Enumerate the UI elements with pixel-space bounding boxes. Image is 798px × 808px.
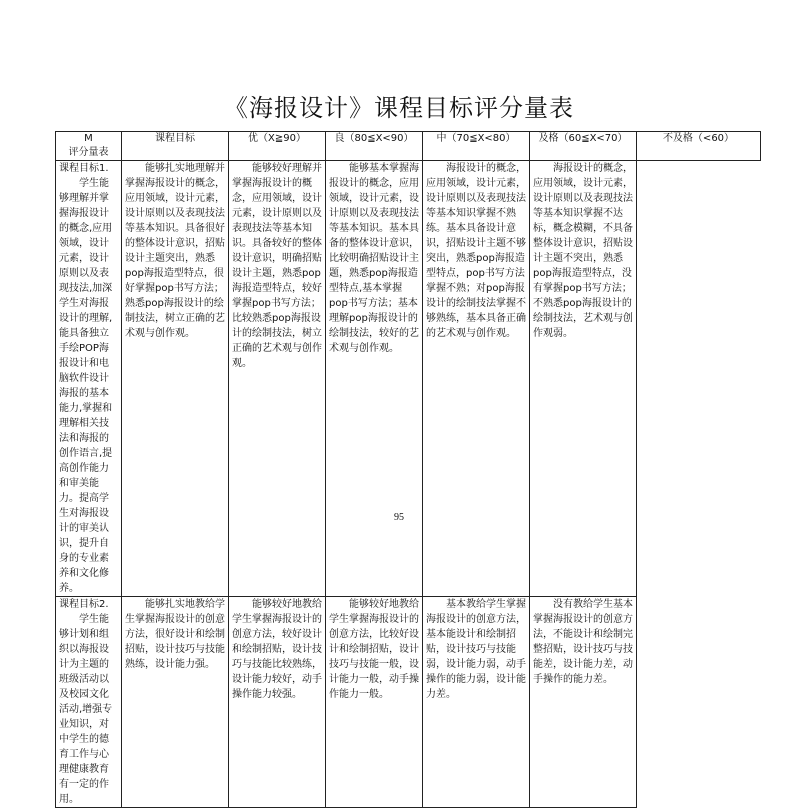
column-header: 优（X≧90） [229,132,326,161]
table-row [56,597,761,808]
column-header: 及格（60≦X<70） [530,132,637,161]
criteria-medium: 能够较好地教给学生掌握海报设计的创意方法，比较好设计和绘制招贴，设计技巧与技能一般，设计能力一般，动手操作能力一般。 [326,597,423,808]
row-header-label: 评分量表 [68,147,109,158]
criteria-excellent: 能够扎实地教给学生掌握海报设计的创意方法，很好设计和绘制招贴，设计技巧与技能熟练，设计能力强。 [122,597,229,808]
criteria-good: 能够较好理解并掌握海报设计的概念，应用领域，设计元素，设计原则以及表现技法等基本知识。具备较好的整体设计意识，明确招贴设计主题，熟悉pop海报造型特点，较好掌握pop书写方法；比较熟悉pop海报设计的绘制技法，树立正确的艺术观与创作观。 [229,161,326,597]
criteria-fail: 没有教给学生基本掌握海报设计的创意方法，不能设计和绘制完整招贴，设计技巧与技能差，设计能力差，动手操作的能力差。 [530,597,637,808]
column-header: 良（80≦X<90） [326,132,423,161]
goal-body: 学生能够理解并掌握海报设计的概念,应用领域，设计元素，设计原则以及表现技法,加深学生对海报设计的理解,能具备独立手绘POP海报设计和电脑软件设计海报的基本能力,掌握和理解相关技法和海报的创作语言,提高创作能力和审美能力。提高学生对海报设计的审美认识，提升自身的专业素养和文化修养。 [59,178,113,594]
goal-cell [56,161,122,597]
criteria-pass: 基本教给学生掌握海报设计的创意方法，基本能设计和绘制招贴，设计技巧与技能弱，设计能力弱，动手操作的能力弱，设计能力差。 [423,597,530,808]
criteria-good: 能够较好地教给学生掌握海报设计的创意方法，较好设计和绘制招贴，设计技巧与技能比较熟练，设计能力较好，动手操作能力较强。 [229,597,326,808]
column-header: 中（70≦X<80） [423,132,530,161]
goal-body: 学生能够计划和组织以海报设计为主题的班级活动以及校园文化活动,增强专业知识，对中学生的德育工作与心理健康教育有一定的作用。 [59,614,113,805]
goal-title: 课程目标1. [59,163,109,174]
criteria-excellent: 能够扎实地理解并掌握海报设计的概念，应用领域，设计元素，设计原则以及表现技法等基本知识。具备很好的整体设计意识，招贴设计主题突出，熟悉pop海报造型特点，很好掌握pop书写方法；熟悉pop海报设计的绘制技法，树立正确的艺术观与创作观。 [122,161,229,597]
page-title: 《海报设计》课程目标评分量表 [224,94,574,122]
page-number: 95 [394,512,404,523]
criteria-medium: 能够基本掌握海报设计的概念，应用领域，设计元素，设计原则以及表现技法等基本知识。基本具备的整体设计意识，比较明确招贴设计主题，熟悉pop海报造型特点,基本掌握pop书写方法；基本理解pop海报设计的绘制技法，较好的艺术观与创作观。 [326,161,423,597]
goal-cell [56,597,122,808]
header-row [56,132,761,161]
goal-title: 课程目标2. [59,599,109,610]
row-header-cell [56,132,122,161]
column-header: 课程目标 [122,132,229,161]
criteria-pass: 海报设计的概念，应用领域，设计元素，设计原则以及表现技法等基本知识掌握不熟练。基本具备设计意识，招贴设计主题不够突出，熟悉pop海报造型特点，pop书写方法掌握不熟；对pop海报设计的绘制技法掌握不够熟练，基本具备正确的艺术观与创作观。 [423,161,530,597]
criteria-fail: 海报设计的概念，应用领域，设计元素，设计原则以及表现技法等基本知识掌握不达标，概念模糊，不具备整体设计意识，招贴设计主题不突出，熟悉pop海报造型特点，没有掌握pop书写方法；不熟悉pop海报设计的绘制技法，艺术观与创作观弱。 [530,161,637,597]
column-header: 不及格（<60） [637,132,761,161]
row-header-symbol: M [84,133,93,144]
scoring-table [55,131,761,808]
table-row [56,161,761,597]
